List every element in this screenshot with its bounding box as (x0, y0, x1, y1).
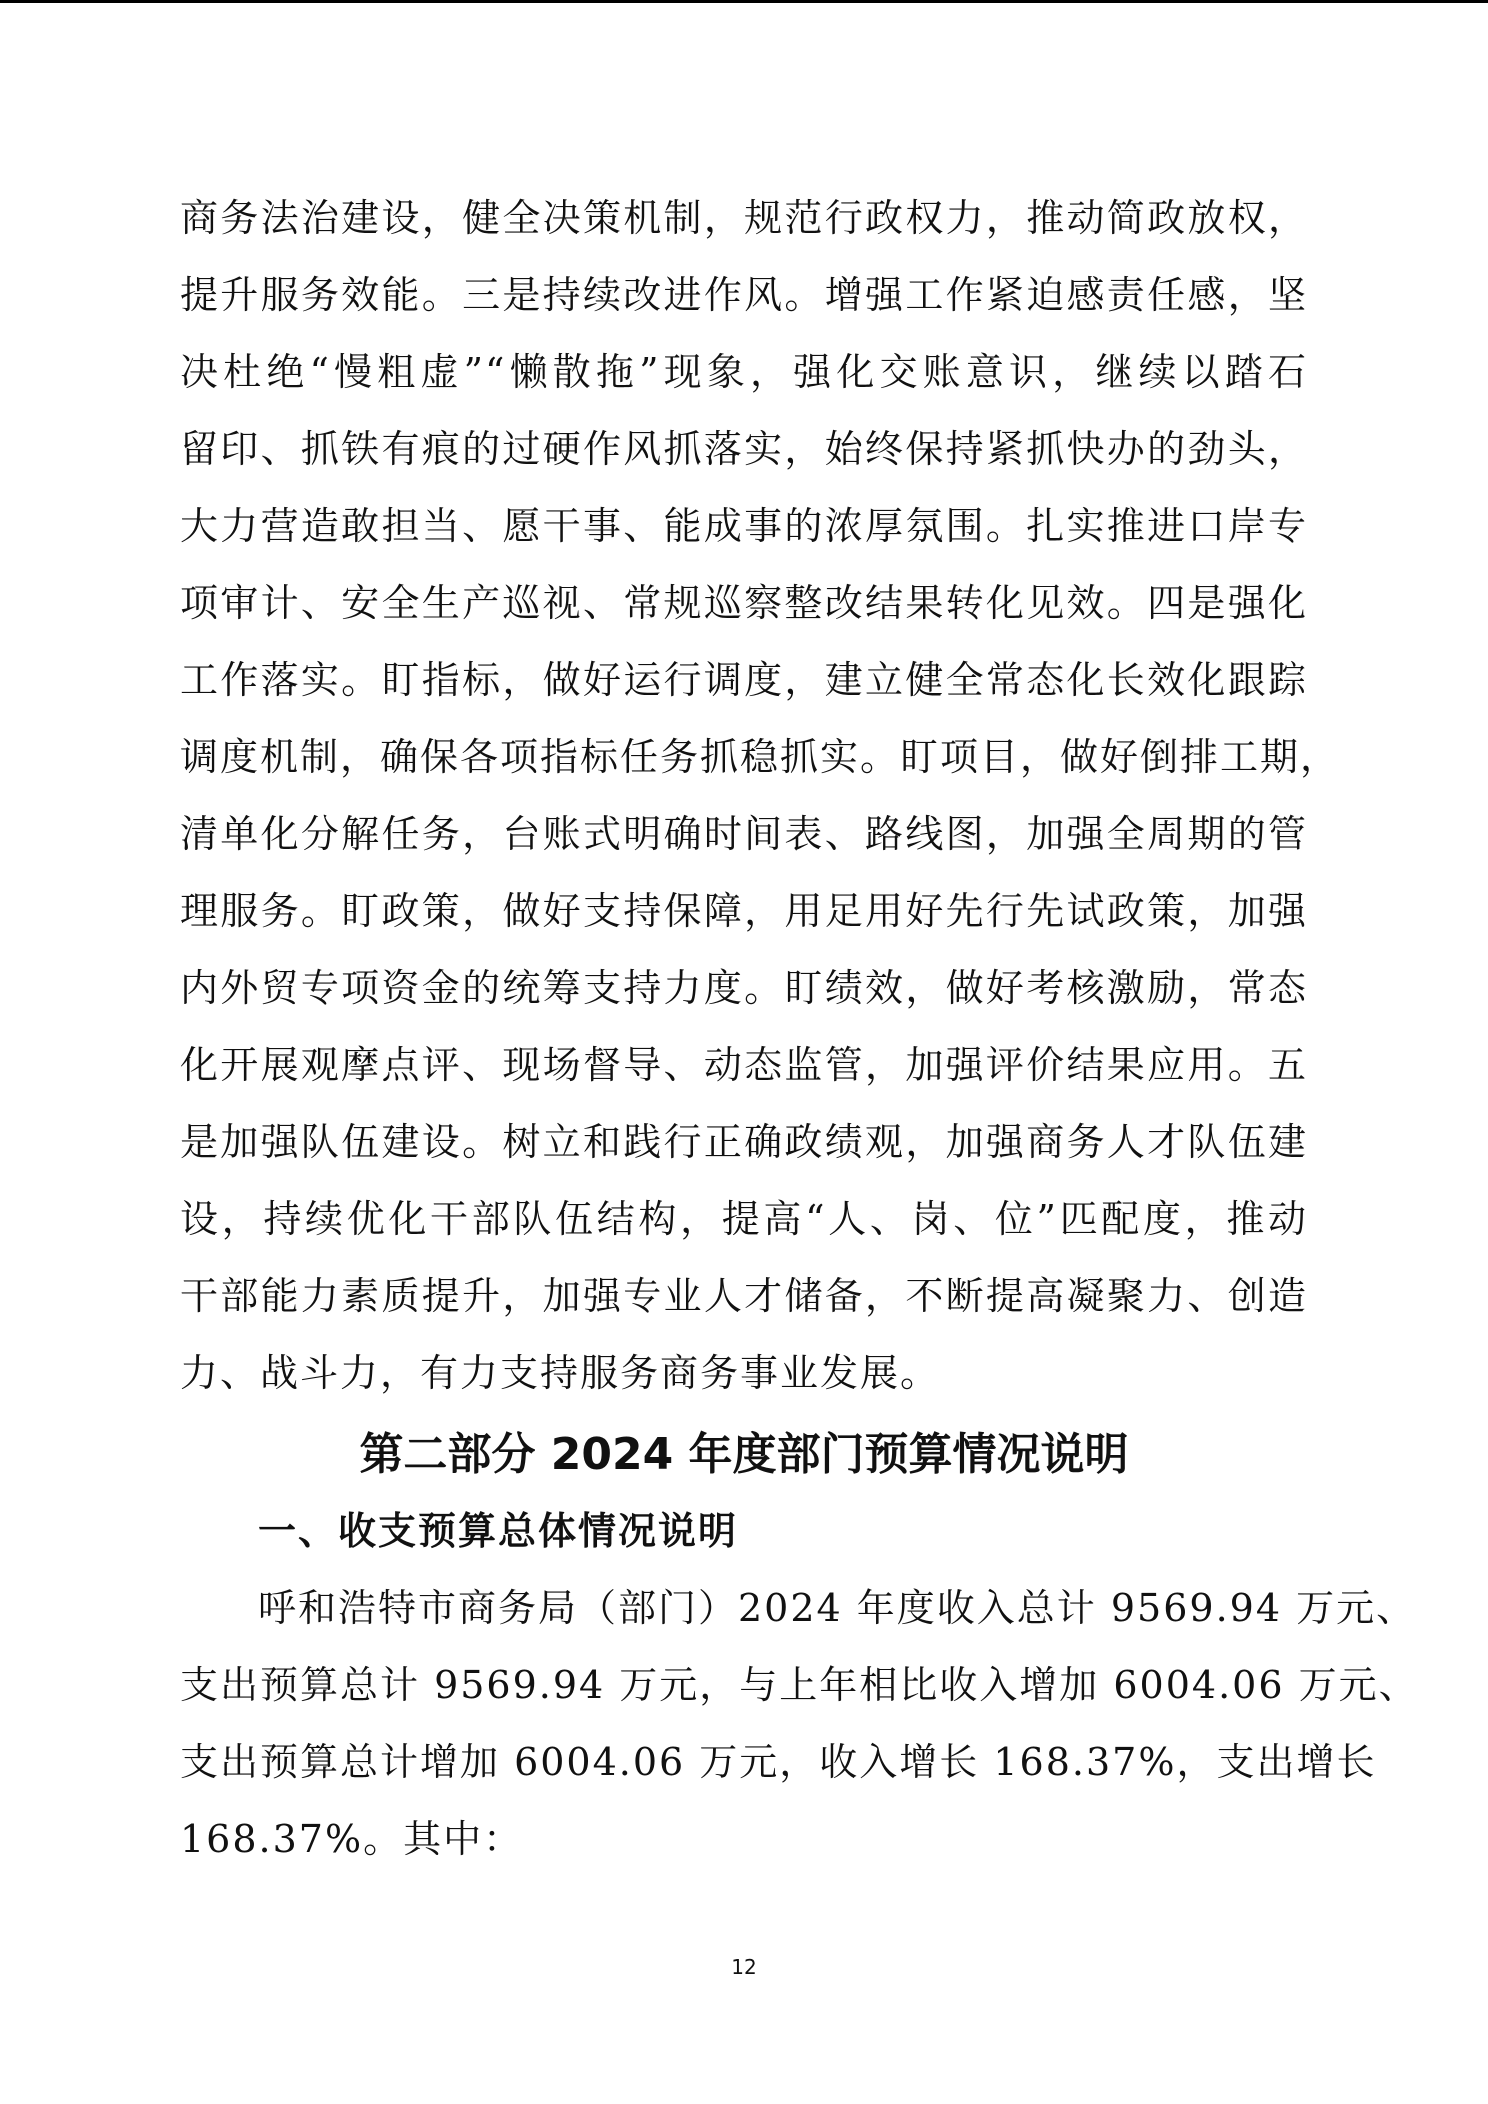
body-line: 设，持续优化干部队伍结构，提高“人、岗、位”匹配度，推动 (180, 1197, 1308, 1241)
summary-line: 168.37%。其中： (180, 1817, 524, 1861)
top-border-rule (0, 0, 1488, 3)
body-line: 留印、抓铁有痕的过硬作风抓落实，始终保持紧抓快办的劲头， (180, 427, 1308, 471)
body-line: 化开展观摩点评、现场督导、动态监管，加强评价结果应用。五 (180, 1043, 1308, 1087)
summary-line: 支出预算总计增加 6004.06 万元，收入增长 168.37%，支出增长 (180, 1740, 1377, 1784)
body-line: 是加强队伍建设。树立和践行正确政绩观，加强商务人才队伍建 (180, 1120, 1308, 1164)
body-line: 工作落实。盯指标，做好运行调度，建立健全常态化长效化跟踪 (180, 658, 1308, 702)
body-line: 决杜绝“慢粗虚”“懒散拖”现象，强化交账意识，继续以踏石 (180, 350, 1308, 394)
body-line: 提升服务效能。三是持续改进作风。增强工作紧迫感责任感，坚 (180, 273, 1308, 317)
body-line: 清单化分解任务，台账式明确时间表、路线图，加强全周期的管 (180, 812, 1308, 856)
summary-line: 呼和浩特市商务局（部门）2024 年度收入总计 9569.94 万元、 (258, 1586, 1417, 1630)
body-line: 项审计、安全生产巡视、常规巡察整改结果转化见效。四是强化 (180, 581, 1308, 625)
summary-line: 支出预算总计 9569.94 万元，与上年相比收入增加 6004.06 万元、 (180, 1663, 1419, 1707)
body-line: 理服务。盯政策，做好支持保障，用足用好先行先试政策，加强 (180, 889, 1308, 933)
page-number: 12 (731, 1955, 757, 1979)
body-line: 商务法治建设，健全决策机制，规范行政权力，推动简政放权， (180, 196, 1308, 240)
document-body (180, 180, 1419, 1878)
section-title: 第二部分 2024 年度部门预算情况说明 (359, 1429, 1129, 1480)
body-line: 内外贸专项资金的统筹支持力度。盯绩效，做好考核激励，常态 (180, 966, 1308, 1010)
body-line: 调度机制，确保各项指标任务抓稳抓实。盯项目，做好倒排工期， (180, 735, 1341, 779)
body-line: 大力营造敢担当、愿干事、能成事的浓厚氛围。扎实推进口岸专 (180, 504, 1308, 548)
body-line: 力、战斗力，有力支持服务商务事业发展。 (180, 1351, 941, 1395)
subsection-title: 一、收支预算总体情况说明 (258, 1509, 739, 1553)
body-line: 干部能力素质提升，加强专业人才储备，不断提高凝聚力、创造 (180, 1274, 1308, 1318)
